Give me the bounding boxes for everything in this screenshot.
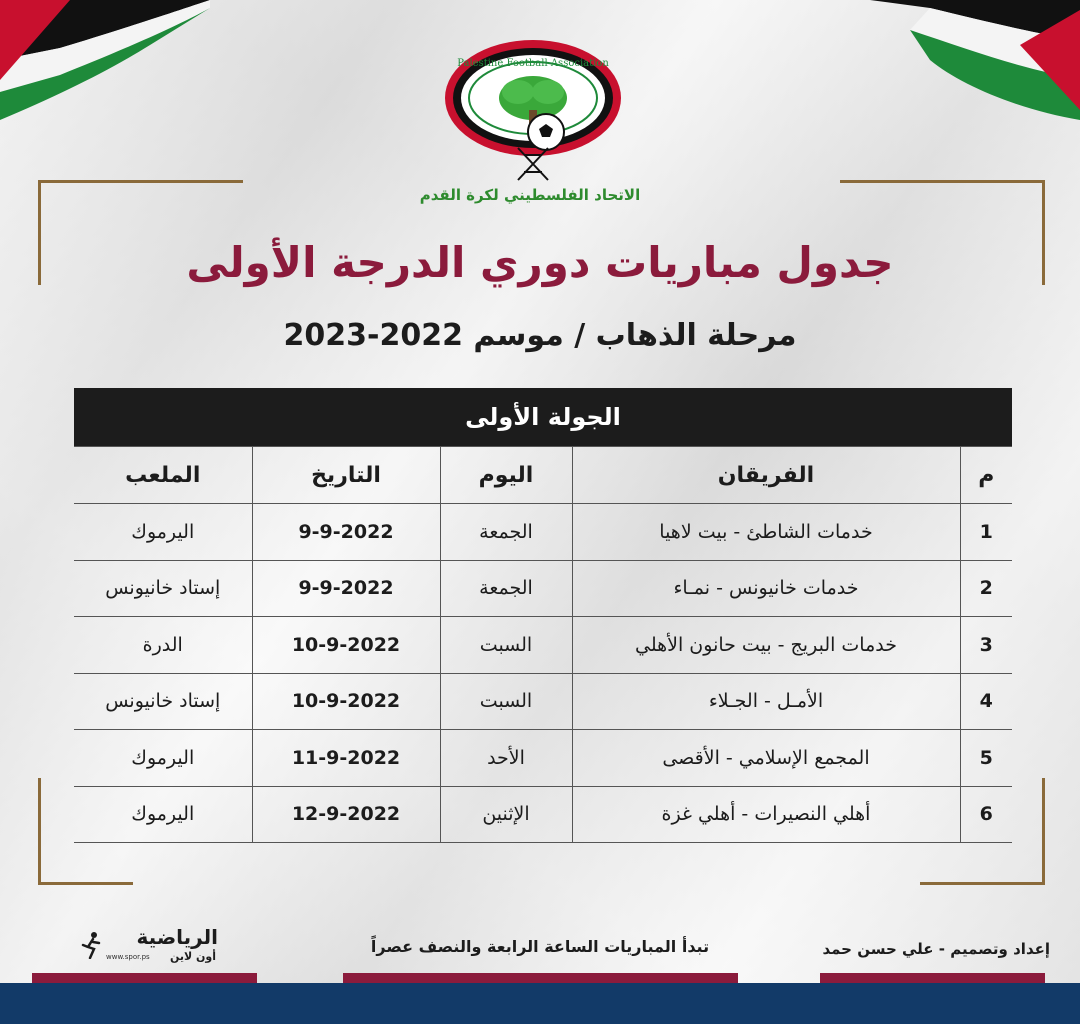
header-date: التاريخ bbox=[252, 447, 440, 504]
cell-day: الجمعة bbox=[440, 504, 572, 561]
cell-venue: اليرموك bbox=[74, 730, 252, 787]
header-day: اليوم bbox=[440, 447, 572, 504]
table-row bbox=[74, 786, 1012, 843]
cell-teams: الأمـل - الجـلاء bbox=[572, 673, 960, 730]
design-credit: إعداد وتصميم - علي حسن حمد bbox=[822, 940, 1050, 958]
header-teams: الفريقان bbox=[572, 447, 960, 504]
cell-num: 2 bbox=[960, 560, 1012, 617]
table-row bbox=[74, 730, 1012, 787]
palestine-flag-right bbox=[870, 0, 1080, 125]
footer-blue-strip bbox=[0, 983, 1080, 1024]
footer-accent-bar-right bbox=[820, 973, 1045, 983]
cell-date: 11-9-2022 bbox=[252, 730, 440, 787]
cell-date: 10-9-2022 bbox=[252, 673, 440, 730]
table-row bbox=[74, 617, 1012, 674]
page-subtitle: مرحلة الذهاب / موسم 2022-2023 bbox=[283, 318, 797, 353]
footer-accent-bar-left bbox=[32, 973, 257, 983]
header-num: م bbox=[960, 447, 1012, 504]
table-row bbox=[74, 504, 1012, 561]
cell-num: 6 bbox=[960, 786, 1012, 843]
cell-teams: خدمات الشاطئ - بيت لاهيا bbox=[572, 504, 960, 561]
brand-sub: أون لاين bbox=[169, 950, 216, 963]
cell-venue: إستاد خانيونس bbox=[74, 673, 252, 730]
cell-num: 3 bbox=[960, 617, 1012, 674]
cell-venue: اليرموك bbox=[74, 504, 252, 561]
cell-num: 4 bbox=[960, 673, 1012, 730]
pfa-logo bbox=[438, 30, 628, 190]
table-row bbox=[74, 560, 1012, 617]
sports-online-brand bbox=[80, 925, 220, 970]
cell-day: الأحد bbox=[440, 730, 572, 787]
page-title: جدول مباريات دوري الدرجة الأولى bbox=[186, 238, 894, 287]
cell-num: 5 bbox=[960, 730, 1012, 787]
cell-num: 1 bbox=[960, 504, 1012, 561]
cell-teams: أهلي النصيرات - أهلي غزة bbox=[572, 786, 960, 843]
cell-venue: الدرة bbox=[74, 617, 252, 674]
logo-emblem-text: Palestine Football Association bbox=[457, 58, 609, 69]
palestine-flag-left bbox=[0, 0, 210, 125]
cell-day: السبت bbox=[440, 617, 572, 674]
brand-name: الرياضية bbox=[136, 925, 218, 949]
round-title-bar bbox=[74, 388, 1012, 446]
cell-teams: خدمات خانيونس - نمـاء bbox=[572, 560, 960, 617]
table-row bbox=[74, 673, 1012, 730]
round-title: الجولة الأولى bbox=[465, 403, 621, 431]
cell-venue: اليرموك bbox=[74, 786, 252, 843]
match-time-note: تبدأ المباريات الساعة الرابعة والنصف عصراً bbox=[370, 937, 710, 956]
logo-caption: الاتحاد الفلسطيني لكرة القدم bbox=[419, 186, 641, 204]
header-venue: الملعب bbox=[74, 447, 252, 504]
cell-day: الجمعة bbox=[440, 560, 572, 617]
cell-date: 12-9-2022 bbox=[252, 786, 440, 843]
cell-day: السبت bbox=[440, 673, 572, 730]
footer-accent-bar-center bbox=[343, 973, 738, 983]
cell-teams: المجمع الإسلامي - الأقصى bbox=[572, 730, 960, 787]
schedule-table bbox=[74, 446, 1012, 843]
cell-day: الإثنين bbox=[440, 786, 572, 843]
brand-runner-icon bbox=[80, 931, 102, 959]
brand-url: www.spor.ps bbox=[106, 953, 150, 961]
cell-venue: إستاد خانيونس bbox=[74, 560, 252, 617]
cell-teams: خدمات البريج - بيت حانون الأهلي bbox=[572, 617, 960, 674]
cell-date: 9-9-2022 bbox=[252, 504, 440, 561]
cell-date: 10-9-2022 bbox=[252, 617, 440, 674]
cell-date: 9-9-2022 bbox=[252, 560, 440, 617]
table-header-row bbox=[74, 447, 1012, 504]
